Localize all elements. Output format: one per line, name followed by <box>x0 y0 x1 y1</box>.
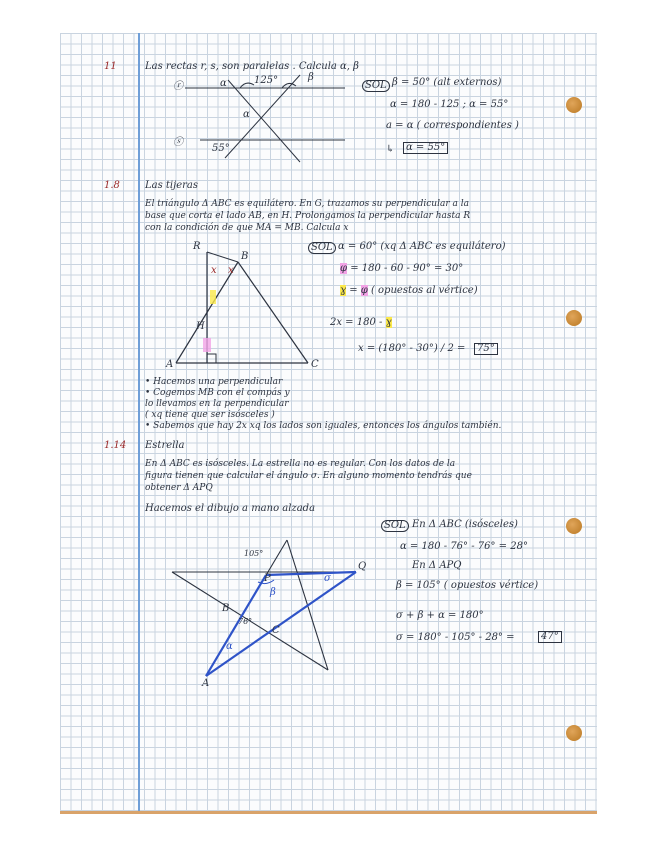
label-x: x <box>228 265 234 276</box>
solution-line: β = 50° (alt externos) <box>392 77 502 88</box>
label-B: B <box>222 603 230 614</box>
solution-line: a = α ( correspondientes ) <box>386 120 519 131</box>
sol-badge: SOL <box>308 242 336 254</box>
answer-box: 75° <box>474 343 498 355</box>
label-76: 76° <box>238 617 253 626</box>
answer-box: α = 55° <box>403 142 448 154</box>
var-phi: φ <box>360 285 368 296</box>
problem-number: 1.8 <box>104 180 120 191</box>
arrow-icon: ↳ <box>386 144 395 155</box>
problem-statement: Las rectas r, s, son paralelas . Calcula α, β <box>145 61 359 72</box>
problem-statement: obtener Δ APQ <box>145 483 213 493</box>
problem-statement: con la condición de que MA = MB. Calcula x <box>145 223 349 233</box>
label-alpha: α <box>220 78 227 89</box>
label-beta: β <box>270 587 276 598</box>
label-alpha-mid: α <box>243 109 250 120</box>
problem-statement: En Δ ABC es isósceles. La estrella no es regular. Con los datos de la <box>145 459 456 469</box>
label-P: P <box>264 573 271 584</box>
problem-number: 1.14 <box>104 440 127 451</box>
note-line: • Cogemos MB con el compás y <box>145 388 290 398</box>
note-line: ( xq tiene que ser isósceles ) <box>145 410 275 420</box>
var-gamma: ɣ <box>385 317 392 328</box>
solution-line: β = 105° ( opuestos vértice) <box>396 580 539 591</box>
problem-title: Estrella <box>145 440 185 451</box>
label-B: B <box>241 251 249 262</box>
solution-line: φ = 180 - 60 - 90° = 30° <box>340 263 464 274</box>
problem-statement: El triángulo Δ ABC es equilátero. En G, trazamos su perpendicular a la <box>145 199 469 209</box>
label-A: A <box>202 678 210 689</box>
answer-box: 47° <box>538 631 562 643</box>
note-line: • Hacemos una perpendicular <box>145 377 283 387</box>
label-A: A <box>166 359 174 370</box>
label-r: ⓡ <box>173 81 183 92</box>
solution-line: x = (180° - 30°) / 2 = <box>358 343 466 354</box>
solution-line: α = 180 - 125 ; α = 55° <box>390 99 509 110</box>
var-phi: φ <box>340 263 348 274</box>
label-x: x <box>211 265 217 276</box>
label-sigma: σ <box>324 573 331 584</box>
label-angle-125: 125° <box>254 75 279 86</box>
problem-number: 11 <box>104 61 117 72</box>
solution-line: En Δ APQ <box>412 560 462 571</box>
note-line: • Sabemos que hay 2x xq los lados son iguales, entonces los ángulos también. <box>145 421 502 431</box>
sol-badge: SOL <box>381 520 409 532</box>
solution-line: ɣ = φ ( opuestos al vértice) <box>340 285 478 296</box>
solution-line: 2x = 180 - ɣ <box>330 317 392 328</box>
segment-AQ <box>206 572 356 676</box>
solution-line: σ = 180° - 105° - 28° = <box>396 632 515 643</box>
sol-badge: SOL <box>362 80 390 92</box>
label-beta: β <box>308 72 314 83</box>
note-line: lo llevamos en la perpendicular <box>145 399 289 409</box>
solution-line: En Δ ABC (isósceles) <box>412 519 518 530</box>
label-alpha: α <box>226 641 233 652</box>
solution-line: α = 180 - 76° - 76° = 28° <box>400 541 528 552</box>
problem-statement: base que corta el lado AB, en H. Prolongamos la perpendicular hasta R <box>145 211 471 221</box>
label-H: H <box>196 321 205 332</box>
label-angle-55: 55° <box>212 143 230 154</box>
instruction: Hacemos el dibujo a mano alzada <box>145 503 316 514</box>
label-Q: Q <box>358 561 367 572</box>
problem-statement: figura tienen que calcular el ángulo σ. En alguno momento tendrás que <box>145 471 472 481</box>
label-105: 105° <box>244 549 264 558</box>
label-C: C <box>311 359 319 370</box>
var-gamma: ɣ <box>340 285 346 296</box>
label-s: ⓢ <box>173 137 183 148</box>
label-C: C <box>272 625 280 636</box>
label-R: R <box>193 241 201 252</box>
problem-title: Las tijeras <box>145 180 199 191</box>
solution-line: σ + β + α = 180° <box>396 610 484 621</box>
solution-line: α = 60° (xq Δ ABC es equilátero) <box>338 241 506 252</box>
